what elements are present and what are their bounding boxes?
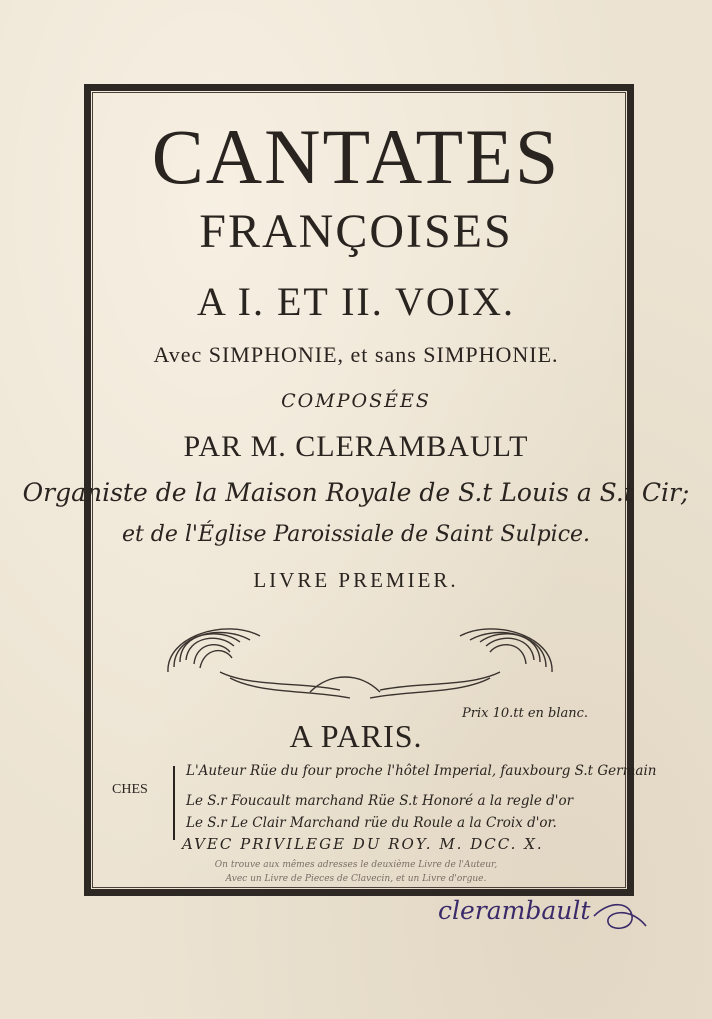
title-simphonie: Avec SIMPHONIE, et sans SIMPHONIE. (153, 342, 559, 367)
city-paris: A PARIS. (289, 718, 423, 754)
address-foucault: Le S.r Foucault marchand Rüe S.t Honoré a la regle d'or (186, 793, 574, 809)
signature-text: clerambault (438, 896, 591, 925)
composer-position-line2: et de l'Église Paroissiale de Saint Sulpice. (121, 522, 591, 547)
title-francoises: FRANÇOISES (199, 205, 513, 258)
address-brace (173, 766, 187, 840)
composer-name: PAR M. CLERAMBAULT (183, 430, 529, 463)
title-voices: A I. ET II. VOIX. (196, 279, 516, 324)
footnote-line2: Avec un Livre de Pieces de Clavecin, et un Livre d'orgue. (225, 874, 487, 884)
title-composees: COMPOSÉES (281, 390, 431, 412)
price-note: Prix 10.tt en blanc. (462, 706, 589, 721)
address-leclair: Le S.r Le Clair Marchand rüe du Roule a la Croix d'or. (186, 815, 557, 831)
flourish-ornament (160, 612, 560, 712)
address-author: L'Auteur Rüe du four proche l'hôtel Imperial, fauxbourg S.t Germain (186, 763, 657, 779)
signature-flourish (590, 896, 650, 936)
footnote-line1: On trouve aux mêmes adresses le deuxième Livre de l'Auteur, (214, 860, 498, 870)
royal-privilege: AVEC PRIVILEGE DU ROY. M. DCC. X. (182, 835, 544, 853)
handwritten-signature (438, 896, 590, 925)
title-cantates: CANTATES (151, 113, 561, 200)
ches-label: CHES (112, 782, 148, 797)
book-number: LIVRE PREMIER. (253, 568, 459, 592)
composer-position-line1: Organiste de la Maison Royale de S.t Louis a S.t Cir; (22, 478, 690, 507)
